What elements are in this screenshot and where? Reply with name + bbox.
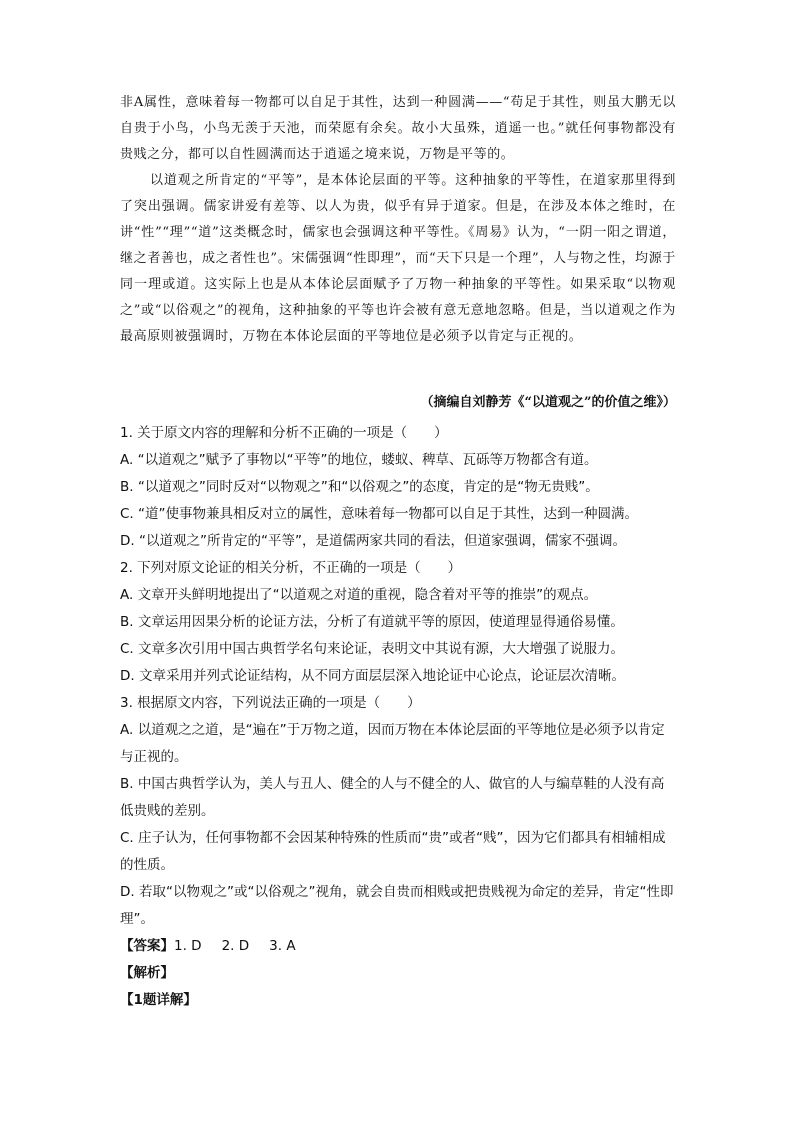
question-3-option-a: A. 以道观之之道，是“遍在”于万物之道，因而万物在本体论层面的平等地位是必须予以肯定与正视的。 xyxy=(120,722,665,765)
passage-paragraph-2: 以道观之所肯定的“平等”，是本体论层面的平等。这种抽象的平等性，在道家那里得到了突出强调。儒家讲爱有差等、以人为贵，似乎有异于道家。但是，在涉及本体之维时，在讲“性”“理”“道”这类概念时，儒家也会强调这种平等性。《周易》认为，“一阴一阳之谓道，继之者善也，成之者性也”。宋儒强调“性即理”，而“天下只是一个理”，人与物之性，均源于同一理或道。这实际上也是从本体论层面赋予了万物一种抽象的平等性。如果采取“以物观之”或“以俗观之”的视角，这种抽象的平等也许会被有意无意地忽略。但是，当以道观之作为最高原则被强调时，万物在本体论层面的平等地位是必须予以肯定与正视的。 xyxy=(120,173,676,344)
questions-section xyxy=(120,420,676,1014)
question-2-option-a: A. 文章开头鲜明地提出了“以道观之对道的重视，隐含着对平等的推崇”的观点。 xyxy=(120,587,598,603)
answer-row xyxy=(120,933,676,960)
question-2-stem: 2. 下列对原文论证的相关分析，不正确的一项是（ ） xyxy=(120,560,462,576)
question-1-option-c: C. “道”使事物兼具相反对立的属性，意味着每一物都可以自足于其性，达到一种圆满。 xyxy=(120,506,638,522)
passage-source: （摘编自刘静芳《“以道观之”的价值之维》） xyxy=(420,395,676,410)
answer-3: 3. A xyxy=(269,938,296,954)
question-3-stem: 3. 根据原文内容，下列说法正确的一项是（ ） xyxy=(120,695,421,711)
question-1-option-d: D. “以道观之”所肯定的“平等”，是道儒两家共同的看法，但道家强调，儒家不强调。 xyxy=(120,533,626,549)
question-1-stem: 1. 关于原文内容的理解和分析不正确的一项是（ ） xyxy=(120,425,448,441)
question-1-option-b: B. “以道观之”同时反对“以物观之”和“以俗观之”的态度，肯定的是“物无贵贱”。 xyxy=(120,479,599,495)
answer-1: 1. D xyxy=(174,938,202,954)
answer-label: 【答案】 xyxy=(120,938,174,954)
analysis-label: 【解析】 xyxy=(120,965,174,981)
question-2-option-b: B. 文章运用因果分析的论证方法，分析了有道就平等的原因，使道理显得通俗易懂。 xyxy=(120,614,624,630)
question-1-option-a: A. “以道观之”赋予了事物以“平等”的地位，蝼蚁、稗草、瓦砾等万物都含有道。 xyxy=(120,452,598,468)
question-2-option-c: C. 文章多次引用中国古典哲学名句来论证，表明文中其说有源，大大增强了说服力。 xyxy=(120,641,625,657)
detail-label: 【1题详解】 xyxy=(120,992,197,1008)
passage xyxy=(120,90,676,350)
question-2-option-d: D. 文章采用并列式论证结构，从不同方面层层深入地论证中心论点，论证层次清晰。 xyxy=(120,668,625,684)
question-3-option-c: C. 庄子认为，任何事物都不会因某种特殊的性质而“贵”或者“贱”，因为它们都具有相辅相成的性质。 xyxy=(120,830,666,873)
question-3-option-b: B. 中国古典哲学认为，美人与丑人、健全的人与不健全的人、做官的人与编草鞋的人没有高低贵贱的差别。 xyxy=(120,776,665,819)
answer-2: 2. D xyxy=(221,938,250,954)
question-3-option-d: D. 若取“以物观之”或“以俗观之”视角，就会自贵而相贱或把贵贱视为命定的差异，肯定“性即理”。 xyxy=(120,884,674,927)
passage-paragraph-1: 非A属性，意味着每一物都可以自足于其性，达到一种圆满——“苟足于其性，则虽大鹏无以自贵于小鸟，小鸟无羡于天池，而荣愿有余矣。故小大虽殊，逍遥一也。”就任何事物都没有贵贱之分，都可以自性圆满而达于逍遥之境来说，万物是平等的。 xyxy=(120,95,676,162)
